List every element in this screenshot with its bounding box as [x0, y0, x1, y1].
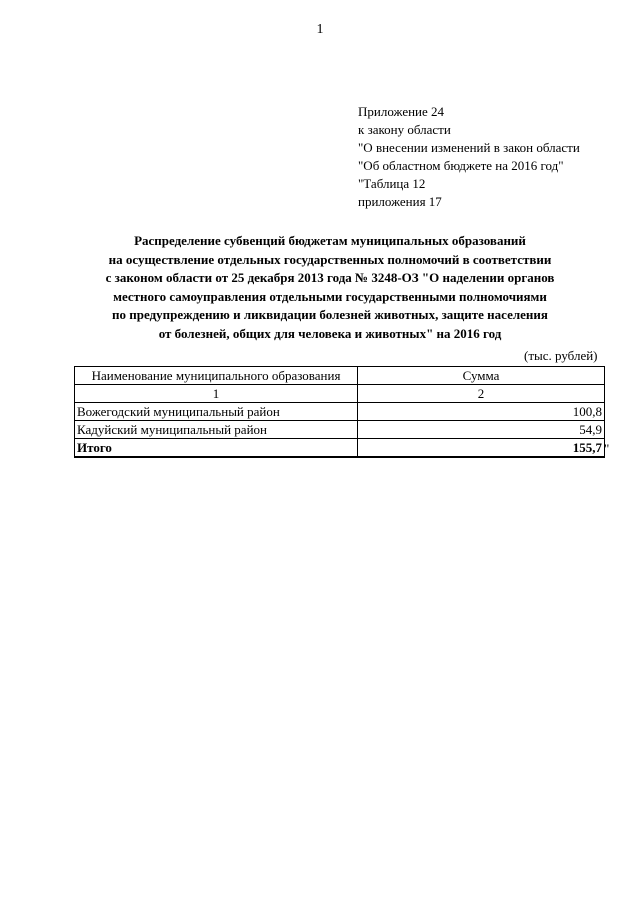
column-number-row: [75, 385, 605, 403]
row-name: Вожегодский муниципальный район: [75, 403, 358, 421]
annex-line: "Об областном бюджете на 2016 год": [358, 158, 564, 173]
closing-quote: ": [604, 441, 610, 456]
units-label: (тыс. рублей): [524, 348, 598, 363]
title-line: от болезней, общих для человека и животных" на 2016 год: [158, 325, 502, 341]
subsidy-table: [74, 366, 605, 458]
header-amount: Сумма: [358, 367, 605, 385]
row-amount: 54,9: [358, 421, 605, 439]
total-name: Итого: [75, 439, 358, 458]
title-line: с законом области от 25 декабря 2013 года № 3248-ОЗ "О наделении органов: [105, 270, 555, 285]
total-row: [75, 439, 605, 458]
title-line: на осуществление отдельных государственных полномочий в соответствии: [108, 251, 552, 267]
row-name: Кадуйский муниципальный район: [75, 421, 358, 439]
row-amount: 100,8: [358, 403, 605, 421]
annex-line: к закону области: [358, 122, 451, 137]
title-line: местного самоуправления отдельными государственными полномочиями: [113, 288, 547, 304]
table-row: [75, 403, 605, 421]
annex-line: "О внесении изменений в закон области: [358, 140, 580, 155]
annex-line: "Таблица 12: [358, 176, 426, 191]
table-header-row: [75, 367, 605, 385]
title-line: Распределение субвенций бюджетам муниципальных образований: [134, 233, 526, 248]
total-amount: 155,7: [358, 439, 605, 458]
column-number: 2: [358, 385, 605, 403]
column-number: 1: [75, 385, 358, 403]
document-title: [60, 232, 600, 343]
annex-line: приложения 17: [358, 194, 442, 209]
title-line: по предупреждению и ликвидации болезней животных, защите населения: [112, 307, 548, 322]
table-row: [75, 421, 605, 439]
annex-line: Приложение 24: [358, 104, 445, 119]
page-number: 1: [316, 22, 324, 37]
header-name: Наименование муниципального образования: [75, 367, 358, 385]
annex-header: [358, 103, 580, 211]
